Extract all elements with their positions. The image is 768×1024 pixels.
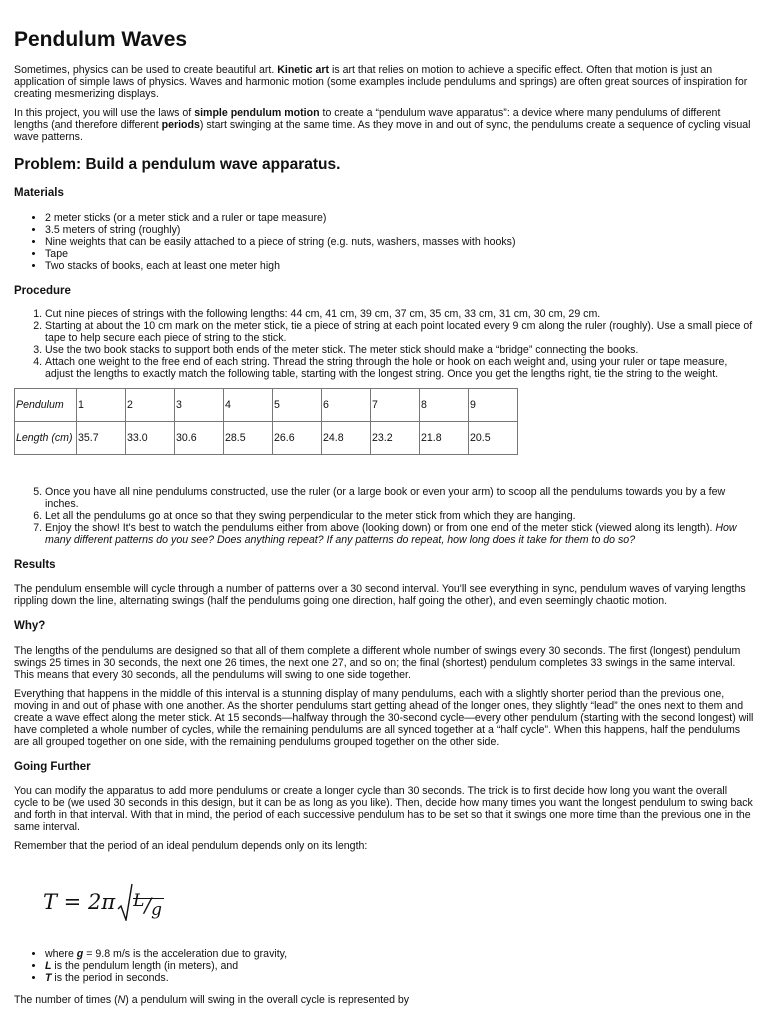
going-further-paragraph-1: You can modify the apparatus to add more pendulums or create a longer cycle than 30 seconds. The trick is to first decide how long you want the overall cycle to be (we used 30 seconds in this design, but it can be as long as you like). Then, decide how many times you want the longest pendulum to swing back and forth in that interval. With that in mind, the period of each successive pendulum has to be set so that it swings one more time than the previous one in the same interval. <box>14 785 753 833</box>
table-header-pendulum: Pendulum <box>15 389 77 422</box>
procedure-steps <box>14 308 754 380</box>
table-cell: 35.7 <box>77 422 126 455</box>
list-item: 2. Starting at about the 10 cm mark on the meter stick, tie a piece of string at each point located every 9 cm along the ruler (roughly). Use a small piece of tape to help secure each piece of string to the stick. <box>45 320 754 344</box>
variable-symbol: N <box>117 994 126 1006</box>
why-paragraph-2: Everything that happens in the middle of this interval is a stunning display of many pendulums, each with a slightly shorter period than the previous one, moving in and out of phase with one another. As the shorter pendulums start getting ahead of the longer ones, they slightly “lead” the ones next to them and create a wave effect along the meter stick. At 15 seconds—halfway through the 30-second cycle—every other pendulum (starting with the second longest) will have completed a whole number of cycles, while the remaining pendulums are all synced together at a “half cycle”. When this happens, half the pendulums are all grouped together on one side, with the remaining pendulums grouped together on the other side. <box>14 688 754 748</box>
intro-text: to create a “pendulum wave apparatus”: a device where many pendulums of different lengths (and therefore different <box>14 107 721 131</box>
list-item: • Tape <box>45 248 754 260</box>
step-text: Enjoy the show! It's best to watch the pendulums either from above (looking down) or from one end of the meter stick (viewed along its length). <box>45 522 716 534</box>
kinetic-art-term: Kinetic art <box>277 64 330 76</box>
intro-text: Sometimes, physics can be used to create beautiful art. <box>14 64 278 76</box>
table-cell: 5 <box>273 389 322 422</box>
list-item: 6. Let all the pendulums go at once so that they swing perpendicular to the meter stick from which they are hanging. <box>45 510 754 522</box>
intro-paragraph-2 <box>14 107 754 143</box>
formula-lhs: T = 2π <box>43 890 116 914</box>
table-cell: 20.5 <box>469 422 518 455</box>
variable-symbol: T <box>45 972 52 984</box>
intro-paragraph-1 <box>14 64 754 100</box>
table-row <box>15 389 518 422</box>
simple-pendulum-term: simple pendulum motion <box>194 107 320 119</box>
intro-text: ) start swinging at the same time. As they move in and out of sync, the pendulums create a sequence of cycling visual wave patterns. <box>14 119 751 143</box>
list-item: • 3.5 meters of string (roughly) <box>45 224 754 236</box>
table-cell: 2 <box>126 389 175 422</box>
results-paragraph: The pendulum ensemble will cycle through a number of patterns over a 30 second interval. You'll see everything in sync, pendulum waves of varying lengths rippling down the line, alternating swings (half the pendulums going one direction, half going the other), and even seemingly chaotic motion. <box>14 583 746 607</box>
page-title: Pendulum Waves <box>14 28 188 51</box>
list-item: • 2 meter sticks (or a meter stick and a ruler or tape measure) <box>45 212 754 224</box>
going-further-heading: Going Further <box>14 761 91 773</box>
list-item: • Two stacks of books, each at least one meter high <box>45 260 754 272</box>
formula-numerator: L <box>133 891 145 911</box>
pendulum-length-table <box>14 388 518 455</box>
definition-text: is the pendulum length (in meters), and <box>51 960 239 972</box>
square-root <box>117 883 164 921</box>
list-item: 1. Cut nine pieces of strings with the following lengths: 44 cm, 41 cm, 39 cm, 37 cm, 35 cm, 33 cm, 31 cm, 30 cm, 29 cm. <box>45 308 754 320</box>
table-cell: 4 <box>224 389 273 422</box>
list-item: 3. Use the two book stacks to support both ends of the meter stick. The meter stick should make a “bridge” connecting the books. <box>45 344 754 356</box>
variable-symbol: g <box>76 948 84 960</box>
table-cell: 28.5 <box>224 422 273 455</box>
table-cell: 30.6 <box>175 422 224 455</box>
variable-symbol: L <box>45 960 52 972</box>
list-item <box>45 948 754 960</box>
materials-list <box>14 212 754 272</box>
table-cell: 33.0 <box>126 422 175 455</box>
period-formula <box>43 874 754 930</box>
table-cell: 26.6 <box>273 422 322 455</box>
table-row <box>15 422 518 455</box>
why-paragraph-1: The lengths of the pendulums are designed so that all of them complete a different whole number of swings every 30 seconds. The first (longest) pendulum swings 25 times in 30 seconds, the next one 26 times, the next one 27, and so on; the final (shortest) pendulum completes 33 swings in the same interval. This means that every 30 seconds, all the pendulums will swing to one side together. <box>14 645 741 681</box>
results-heading: Results <box>14 559 56 571</box>
table-cell: 21.8 <box>420 422 469 455</box>
periods-term: periods <box>161 119 200 131</box>
materials-heading: Materials <box>14 187 64 199</box>
list-item <box>45 972 754 984</box>
definition-text: is the period in seconds. <box>51 972 169 984</box>
table-cell: 3 <box>175 389 224 422</box>
intro-text: In this project, you will use the laws of <box>14 107 195 119</box>
radicand: $^L$/g <box>133 891 163 920</box>
list-item: 4. Attach one weight to the free end of each string. Thread the string through the hole or hook on each weight and, using your ruler or tape measure, adjust the lengths to exactly match the following table, starting with the longest string. Once you get the lengths right, tie the string to the weight. <box>45 356 754 380</box>
paragraph-text: ) a pendulum will swing in the overall cycle is represented by <box>125 994 410 1006</box>
list-item <box>45 522 754 546</box>
table-header-length: Length (cm) <box>15 422 77 455</box>
list-item: 5. Once you have all nine pendulums constructed, use the ruler (or a large book or even your arm) to scoop all the pendulums towards you by a few inches. <box>45 486 754 510</box>
procedure-heading: Procedure <box>14 285 71 297</box>
going-further-paragraph-2: Remember that the period of an ideal pendulum depends only on its length: <box>14 840 368 852</box>
list-item <box>45 960 754 972</box>
table-cell: 7 <box>371 389 420 422</box>
definition-prefix: where <box>45 948 77 960</box>
table-cell: 6 <box>322 389 371 422</box>
table-cell: 1 <box>77 389 126 422</box>
problem-heading: Problem: Build a pendulum wave apparatus. <box>14 156 341 173</box>
going-further-paragraph-3 <box>14 994 754 1006</box>
why-heading: Why? <box>14 620 46 632</box>
procedure-steps-continued <box>14 486 754 546</box>
definition-text: = 9.8 m/s is the acceleration due to gravity, <box>83 948 288 960</box>
table-cell: 24.8 <box>322 422 371 455</box>
list-item: • Nine weights that can be easily attached to a piece of string (e.g. nuts, washers, masses with hooks) <box>45 236 754 248</box>
table-cell: 9 <box>469 389 518 422</box>
step-question: How many different patterns do you see? Does anything repeat? If any patterns do repeat, how long does it take for them to do so? <box>45 522 737 546</box>
table-cell: 23.2 <box>371 422 420 455</box>
formula-denominator: g <box>151 900 163 920</box>
table-cell: 8 <box>420 389 469 422</box>
radical-sign-icon <box>117 883 133 921</box>
paragraph-text: The number of times ( <box>14 994 118 1006</box>
variable-definitions <box>14 948 754 984</box>
intro-text: is art that relies on motion to achieve a specific effect. Often that motion is just an application of simple laws of physics. Waves and harmonic motion (some examples include pendulums and springs) are often great sources of inspiration for creating mesmerizing displays. <box>14 64 748 100</box>
